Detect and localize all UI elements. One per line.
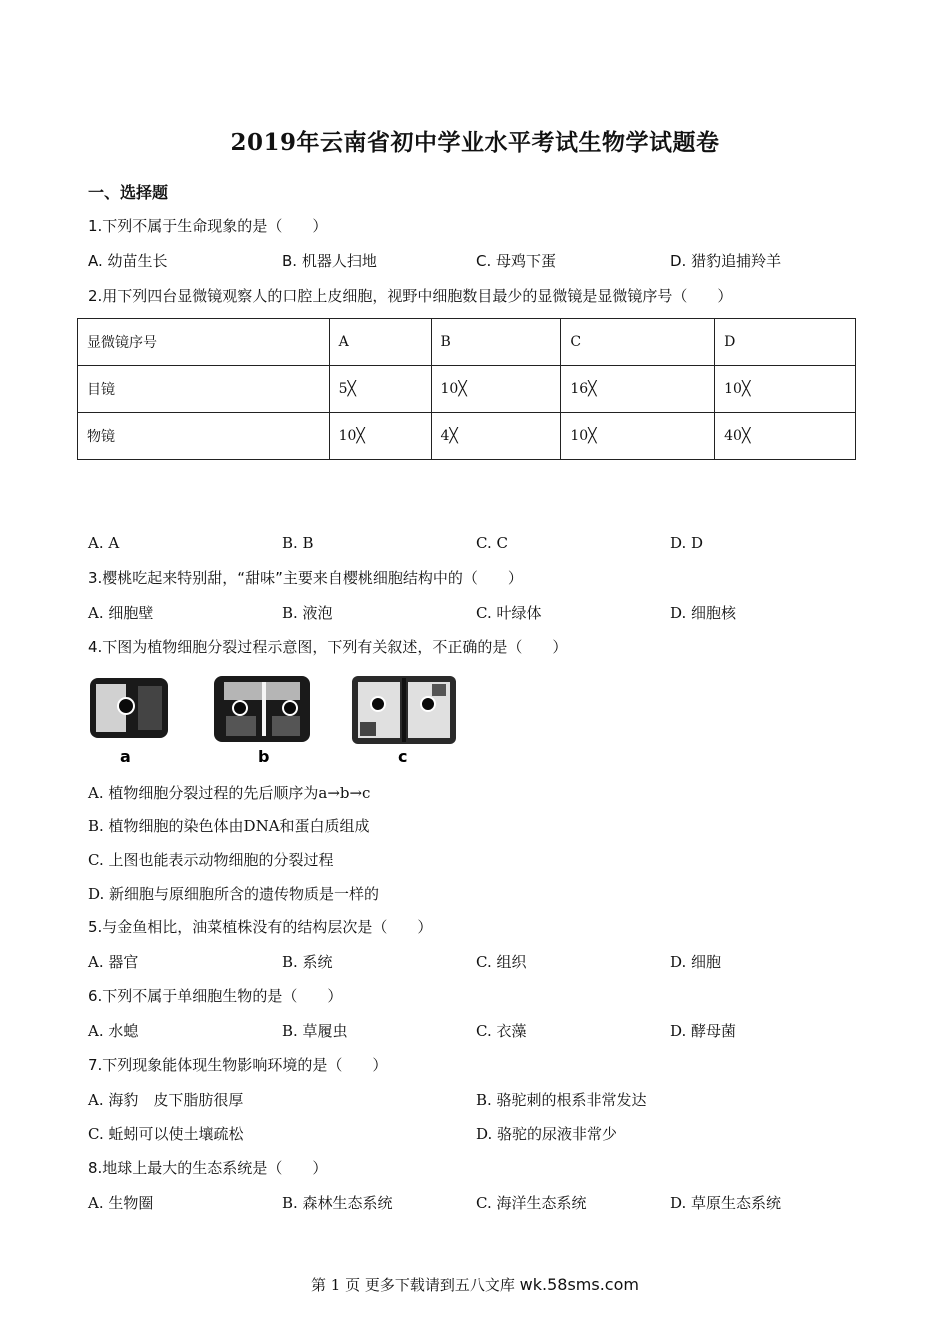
table-cell: B <box>431 319 561 366</box>
table-cell: 显微镜序号 <box>78 319 330 366</box>
question-3-stem: 3.樱桃吃起来特别甜，“甜味”主要来自樱桃细胞结构中的（ ） <box>88 569 523 587</box>
question-2-stem: 2.用下列四台显微镜观察人的口腔上皮细胞，视野中细胞数目最少的显微镜是显微镜序号（ ） <box>88 287 733 305</box>
question-8-option-a: A. 生物圈 <box>88 1194 154 1212</box>
question-3-option-b: B. 液泡 <box>282 604 333 622</box>
question-2-option-c: C. C <box>476 534 508 552</box>
question-7-option-a: A. 海豹 皮下脂肪很厚 <box>88 1091 244 1109</box>
question-8-stem: 8.地球上最大的生态系统是（ ） <box>88 1159 328 1177</box>
table-cell: 16╳ <box>561 366 715 413</box>
table-cell: 10╳ <box>561 413 715 460</box>
question-4-stem: 4.下图为植物细胞分裂过程示意图，下列有关叙述，不正确的是（ ） <box>88 638 568 656</box>
question-8-option-c: C. 海洋生态系统 <box>476 1194 587 1212</box>
question-2-option-b: B. B <box>282 534 314 552</box>
table-cell: C <box>561 319 715 366</box>
question-1-option-b: B. 机器人扫地 <box>282 252 377 270</box>
table-row <box>78 319 856 366</box>
figure-label-c: c <box>398 747 408 766</box>
question-5-option-c: C. 组织 <box>476 953 527 971</box>
question-4-option-b: B. 植物细胞的染色体由DNA和蛋白质组成 <box>88 817 370 835</box>
table-cell: 4╳ <box>431 413 561 460</box>
question-7-option-d: D. 骆驼的尿液非常少 <box>476 1125 618 1143</box>
question-7-option-c: C. 蚯蚓可以使土壤疏松 <box>88 1125 244 1143</box>
table-cell: 目镜 <box>78 366 330 413</box>
question-5-option-b: B. 系统 <box>282 953 333 971</box>
question-5-stem: 5.与金鱼相比，油菜植株没有的结构层次是（ ） <box>88 918 433 936</box>
question-7-option-b: B. 骆驼刺的根系非常发达 <box>476 1091 647 1109</box>
footer-site-link[interactable]: wk.58sms.com <box>519 1275 639 1294</box>
question-3-option-a: A. 细胞壁 <box>88 604 154 622</box>
table-cell: 物镜 <box>78 413 330 460</box>
figure-label-a: a <box>120 747 131 766</box>
question-6-stem: 6.下列不属于单细胞生物的是（ ） <box>88 987 343 1005</box>
question-1-option-d: D. 猎豹追捕羚羊 <box>670 252 782 270</box>
question-1-option-c: C. 母鸡下蛋 <box>476 252 557 270</box>
question-2-option-d: D. D <box>670 534 704 552</box>
question-8-option-d: D. 草原生态系统 <box>670 1194 782 1212</box>
question-4-option-d: D. 新细胞与原细胞所含的遗传物质是一样的 <box>88 885 380 903</box>
table-row <box>78 366 856 413</box>
cell-division-figure <box>86 672 466 772</box>
question-6-option-d: D. 酵母菌 <box>670 1022 737 1040</box>
question-1-option-a: A. 幼苗生长 <box>88 252 168 270</box>
table-cell: 10╳ <box>431 366 561 413</box>
page-title: 2019年云南省初中学业水平考试生物学试题卷 <box>230 129 720 156</box>
question-6-option-c: C. 衣藻 <box>476 1022 527 1040</box>
table-cell: A <box>329 319 431 366</box>
microscope-table <box>77 318 856 460</box>
table-cell: 40╳ <box>715 413 856 460</box>
question-1-stem: 1.下列不属于生命现象的是（ ） <box>88 217 328 235</box>
page-footer <box>0 1274 950 1295</box>
section-heading: 一、选择题 <box>88 183 169 202</box>
question-6-option-b: B. 草履虫 <box>282 1022 348 1040</box>
question-5-option-a: A. 器官 <box>88 953 139 971</box>
table-cell: D <box>715 319 856 366</box>
figure-label-b: b <box>258 747 270 766</box>
table-cell: 5╳ <box>329 366 431 413</box>
cell-b-image <box>214 676 310 742</box>
table-row <box>78 413 856 460</box>
table-cell: 10╳ <box>329 413 431 460</box>
question-3-option-c: C. 叶绿体 <box>476 604 542 622</box>
question-4-option-c: C. 上图也能表示动物细胞的分裂过程 <box>88 851 334 869</box>
question-8-option-b: B. 森林生态系统 <box>282 1194 393 1212</box>
question-5-option-d: D. 细胞 <box>670 953 722 971</box>
footer-page-text: 第 1 页 更多下载请到五八文库 <box>311 1276 520 1294</box>
question-2-option-a: A. A <box>88 534 120 552</box>
table-cell: 10╳ <box>715 366 856 413</box>
cell-c-image <box>352 676 456 744</box>
cell-a-image <box>90 678 168 738</box>
question-4-option-a: A. 植物细胞分裂过程的先后顺序为a→b→c <box>88 784 371 802</box>
question-6-option-a: A. 水螅 <box>88 1022 139 1040</box>
question-7-stem: 7.下列现象能体现生物影响环境的是（ ） <box>88 1056 388 1074</box>
question-3-option-d: D. 细胞核 <box>670 604 737 622</box>
